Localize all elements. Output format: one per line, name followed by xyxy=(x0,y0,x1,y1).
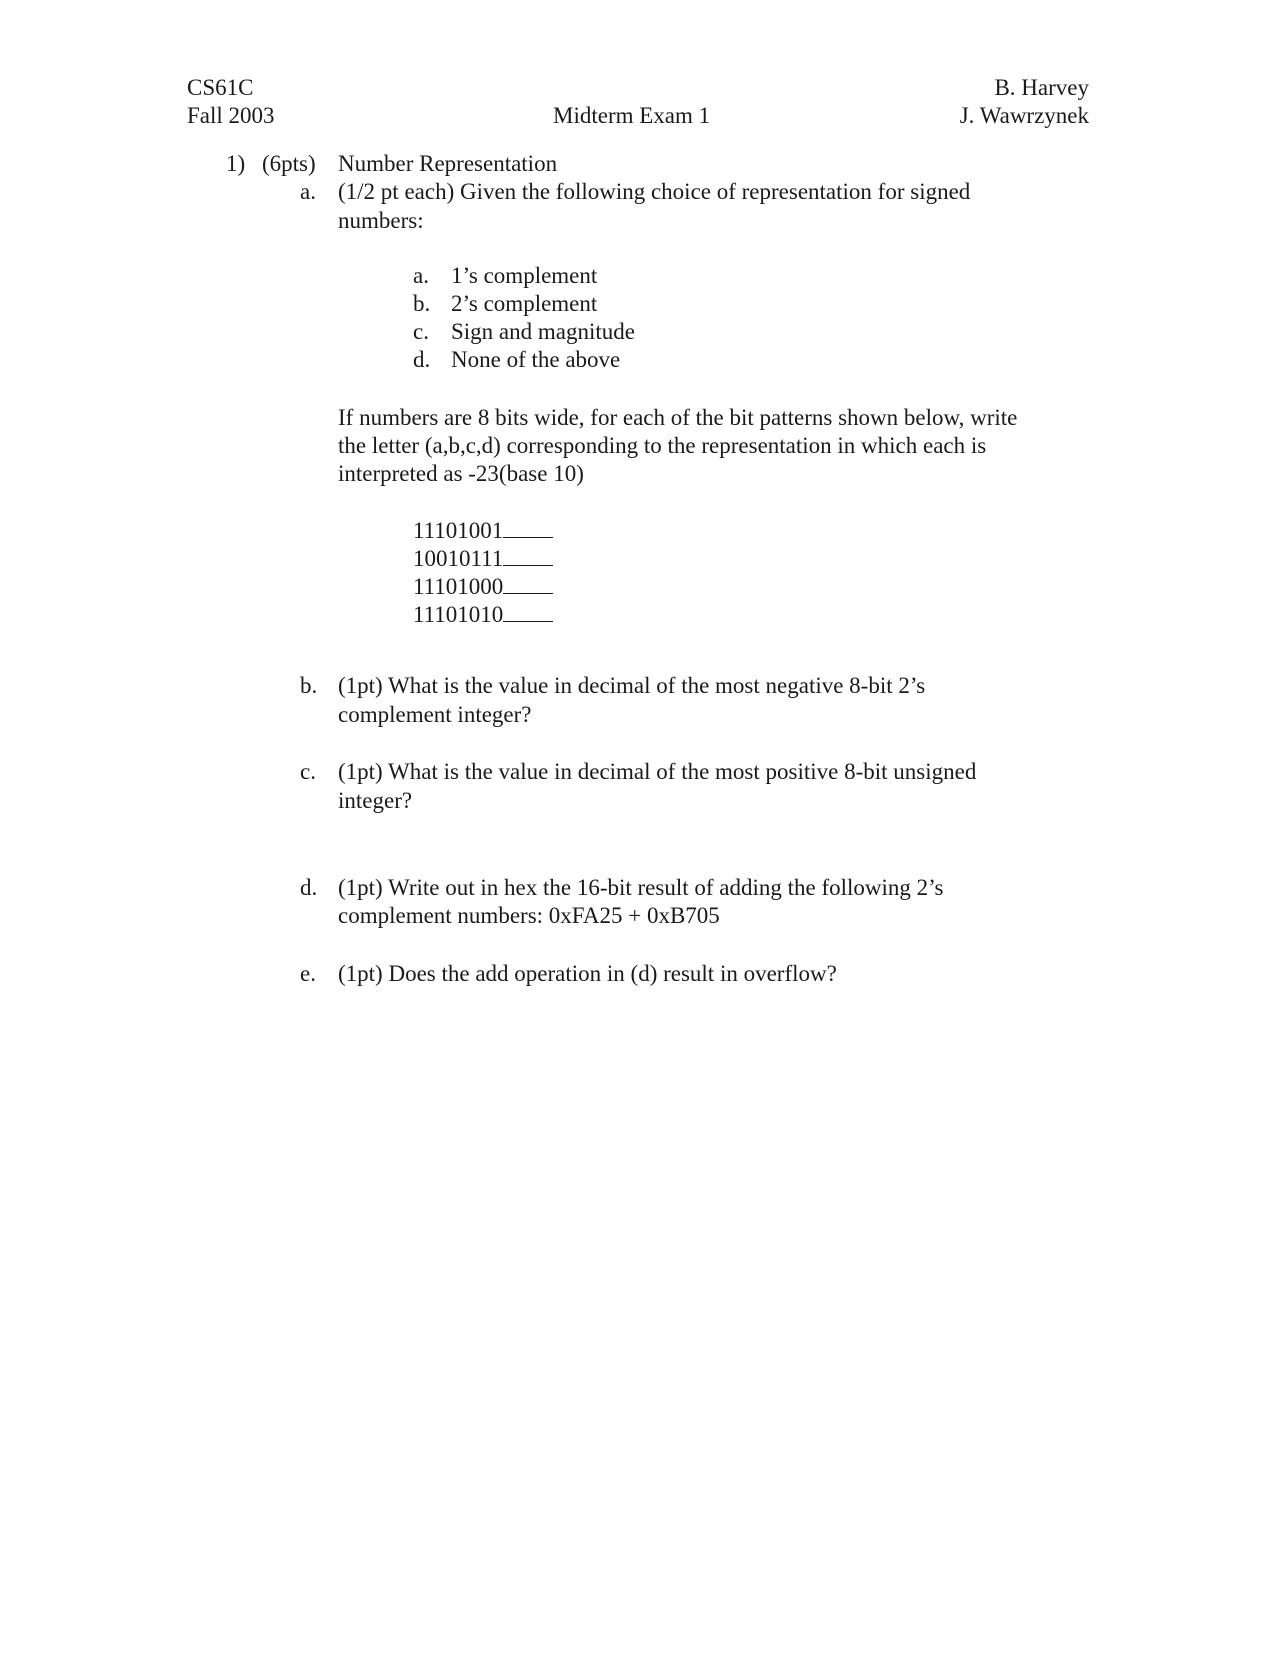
bit-pattern-row xyxy=(413,599,553,629)
bit-pattern: 11101010 xyxy=(413,602,504,627)
instruction-line2: the letter (a,b,c,d) corresponding to the representation in which each is xyxy=(338,433,987,458)
answer-blank[interactable] xyxy=(503,571,553,594)
bit-pattern-row xyxy=(413,515,553,545)
choice-c-label: c. xyxy=(413,319,429,344)
question-points: (6pts) xyxy=(262,151,316,176)
exam-title: Midterm Exam 1 xyxy=(553,103,711,128)
part-c-line1: (1pt) What is the value in decimal of the most positive 8-bit unsigned xyxy=(338,759,977,784)
part-e-line1: (1pt) Does the add operation in (d) result in overflow? xyxy=(338,961,837,986)
instructor-2: J. Wawrzynek xyxy=(959,103,1089,128)
choice-a-text: 1’s complement xyxy=(451,263,598,288)
part-a-line1: (1/2 pt each) Given the following choice of representation for signed xyxy=(338,179,971,204)
part-b-line2: complement integer? xyxy=(338,702,532,727)
choice-b-label: b. xyxy=(413,291,431,316)
part-d-line1: (1pt) Write out in hex the 16-bit result of adding the following 2’s xyxy=(338,875,944,900)
answer-blank[interactable] xyxy=(503,543,553,566)
choice-d-text: None of the above xyxy=(451,347,621,372)
header-right xyxy=(960,74,1089,130)
part-a-line2: numbers: xyxy=(338,208,424,233)
instructor-1: B. Harvey xyxy=(994,75,1089,100)
part-d-label: d. xyxy=(300,875,318,900)
part-c-label: c. xyxy=(300,759,316,784)
part-d-line2: complement numbers: 0xFA25 + 0xB705 xyxy=(338,903,720,928)
part-c-line2: integer? xyxy=(338,788,413,813)
bit-pattern: 11101000 xyxy=(413,574,504,599)
question-number: 1) xyxy=(226,151,246,176)
choice-d-label: d. xyxy=(413,347,431,372)
bit-pattern: 10010111 xyxy=(413,546,504,571)
question-title: Number Representation xyxy=(338,151,558,176)
term: Fall 2003 xyxy=(187,103,275,128)
course-code: CS61C xyxy=(187,75,254,100)
choice-b-text: 2’s complement xyxy=(451,291,598,316)
bit-pattern-row xyxy=(413,543,553,573)
instruction-line3: interpreted as -23(base 10) xyxy=(338,461,584,486)
bit-pattern-row xyxy=(413,571,553,601)
answer-blank[interactable] xyxy=(503,599,553,622)
choice-a-label: a. xyxy=(413,263,429,288)
part-e-label: e. xyxy=(300,961,316,986)
part-b-label: b. xyxy=(300,673,318,698)
choice-c-text: Sign and magnitude xyxy=(451,319,635,344)
part-a-label: a. xyxy=(300,179,316,204)
header-left xyxy=(187,74,275,130)
bit-pattern: 11101001 xyxy=(413,518,504,543)
instruction-line1: If numbers are 8 bits wide, for each of the bit patterns shown below, write xyxy=(338,405,1018,430)
answer-blank[interactable] xyxy=(503,515,553,538)
part-b-line1: (1pt) What is the value in decimal of the most negative 8-bit 2’s xyxy=(338,673,926,698)
